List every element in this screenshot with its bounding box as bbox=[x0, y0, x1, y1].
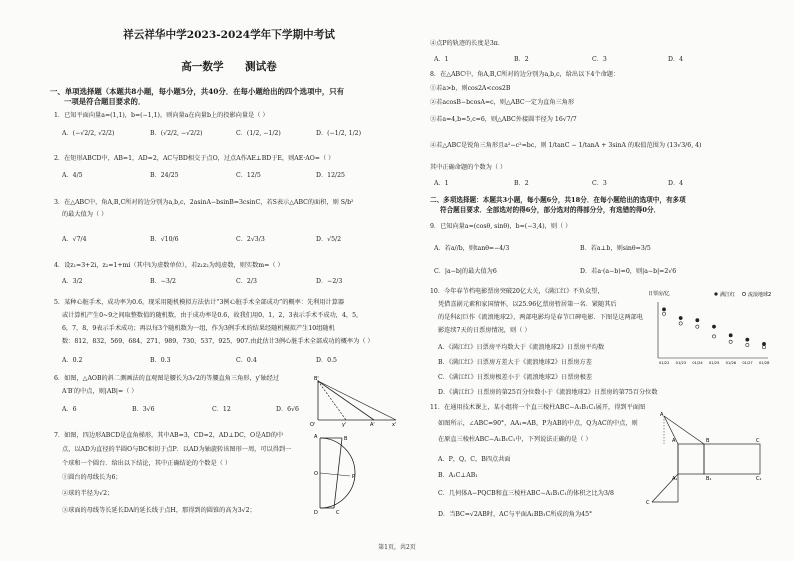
svg-text:x': x' bbox=[392, 422, 397, 427]
point-manjianghong bbox=[679, 316, 682, 319]
svg-text:B: B bbox=[344, 436, 348, 442]
q10-option-d: D．《满江红》日票房的第25百分位数小于《流浪地球2》日票房的第75百分位数 bbox=[438, 389, 658, 396]
q7-stem-line2: 点，以AD为直径的半圆O与BC相切于点P．以AD为轴旋转该图形一周，可以得到一 bbox=[62, 446, 292, 453]
section2-title-cont: 符合题目要求．全部选对的得6分，部分选对的得部分分，有选错的得0分． bbox=[440, 206, 661, 214]
svg-text:A₁: A₁ bbox=[672, 476, 678, 482]
svg-text:D: D bbox=[314, 510, 318, 516]
q9-option-a: A．若a//b，则tanθ=−4/3 bbox=[434, 245, 510, 252]
x-tick-label: 01/28 bbox=[759, 361, 770, 365]
q5-option-b: B．0.3 bbox=[150, 357, 171, 364]
point-liulangdiqiu2 bbox=[696, 325, 699, 328]
trapezoid-semicircle-figure bbox=[310, 432, 370, 516]
q1-option-d: D．(−1/2, 1/2) bbox=[316, 130, 362, 137]
q7-item-1: ①圆台的母线长为6； bbox=[62, 474, 122, 481]
q8-option-c: C．3 bbox=[592, 180, 607, 187]
q10-stem-line2: 凭借喜剧元素和家国情怀，以25.96亿票房暂居第一名．紧随其后 bbox=[438, 301, 617, 308]
svg-text:A': A' bbox=[370, 422, 375, 427]
q8-item-3 bbox=[430, 116, 577, 124]
q10-stem-line3: 的是科幻巨作《流浪地球2》，两部电影均是春节口碑电影．下图是这两部电 bbox=[438, 314, 644, 321]
svg-text:P: P bbox=[352, 474, 356, 480]
q10-stem-line4: 影连续7天的日票房情况，则（ ） bbox=[438, 327, 531, 334]
legend-label-2: 流浪地球2 bbox=[748, 292, 772, 298]
svg-text:y': y' bbox=[342, 422, 347, 427]
legend-marker-2 bbox=[742, 292, 745, 295]
q11-option-a: A．P，Q，C，B四点共面 bbox=[438, 456, 511, 463]
point-manjianghong bbox=[696, 319, 699, 322]
x-tick-label: 01/26 bbox=[725, 361, 737, 365]
q5-stem: 5．某种心脏手术，成功率为0.6，现采用随机模拟方法估计“3例心脏手术全部成功”的概率：先利用计算器 bbox=[54, 299, 345, 306]
svg-text:C: C bbox=[646, 500, 650, 506]
q8-option-b: B．2 bbox=[514, 180, 529, 187]
svg-text:O: O bbox=[314, 471, 318, 477]
q8-item-4-expr: 1/tanC − 1/tanA + 3sinA 的取值范围为 bbox=[548, 142, 666, 149]
q6-option-b: B．3√6 bbox=[132, 406, 155, 413]
q5-stem-line3: 6，7，8，9表示手术成功；再以每3个随机数为一组，作为3例手术的结果经随机模拟产生10组随机 bbox=[62, 325, 335, 332]
q5-option-a: A．0.2 bbox=[62, 357, 83, 364]
point-manjianghong bbox=[762, 342, 765, 345]
q6-stem: 6．如图，△AOB的斜二测画法的直观图是腰长为3√2的等腰直角三角形，y′轴经过 bbox=[54, 375, 280, 382]
q7-item-2: ②球的半径为√2； bbox=[62, 490, 114, 497]
q1-option-b: B．(√2/2, −√2/2) bbox=[150, 130, 203, 137]
q8-item-4-range: (13√3/6, 4) bbox=[667, 142, 702, 149]
section2-title: 二、多项选择题：本题共3小题，每小题6分，共18分．在每小题给出的选项中，有多项 bbox=[430, 196, 686, 204]
q5-stem-line4: 数：812，832，569，684，271，989，730，537，925，907.由此估计3例心脏手术全部成功的概率为（ ） bbox=[62, 338, 374, 345]
point-liulangdiqiu2 bbox=[762, 346, 765, 349]
q7-option-b: B．2 bbox=[514, 56, 529, 63]
q10-option-a: A．《满江红》日票房平均数大于《流浪地球2》日票房平均数 bbox=[438, 344, 605, 351]
paper-label: 测试卷 bbox=[245, 61, 277, 73]
q3-option-b: B．√10/6 bbox=[150, 236, 179, 243]
q2-option-c: C．12/5 bbox=[236, 172, 261, 179]
right-column bbox=[430, 0, 780, 561]
q6-option-c: C．12 bbox=[212, 406, 231, 413]
point-liulangdiqiu2 bbox=[746, 343, 749, 346]
section1-title-cont: 一项是符合题目要求的． bbox=[64, 97, 146, 106]
q3-option-d: D．√5/2 bbox=[316, 236, 342, 243]
svg-text:C₁: C₁ bbox=[756, 476, 762, 482]
svg-text:A: A bbox=[314, 434, 318, 440]
q8-item-4 bbox=[430, 142, 701, 150]
q4-stem: 4．设z₁=3+2i，z₂=1+mi（其中i为虚数单位），若z₁z₂为纯虚数，则实数m=（ ） bbox=[54, 262, 284, 269]
legend-label-1: 满江红 bbox=[720, 292, 736, 298]
section1-title: 一、单项选择题（本题共8小题，每小题5分，共40分．在每小题给出的四个选项中，只有 bbox=[50, 87, 345, 96]
svg-text:B₁: B₁ bbox=[706, 476, 712, 482]
prism-net-figure bbox=[638, 412, 778, 508]
point-manjianghong bbox=[729, 334, 732, 337]
q11-option-c: C．几何体A−PQCB和直三棱柱ABC−A₁B₁C₁的体积之比为3/8 bbox=[438, 490, 614, 497]
q9-option-d: D．若a·(a−b)=0，则|a−b|=2√6 bbox=[580, 268, 677, 275]
q8-item-1: ①若a>b，则cos2A<cos2B bbox=[430, 85, 511, 92]
q7-option-a: A．1 bbox=[434, 56, 449, 63]
q10-stem: 10．今年春节档电影票房突破20亿大关，《满江红》不负众望， bbox=[430, 288, 604, 295]
point-liulangdiqiu2 bbox=[729, 340, 732, 343]
q4-option-b: B．−3/2 bbox=[150, 278, 176, 285]
q3-stem-cont: 的最大值为（ ） bbox=[62, 211, 108, 218]
q4-option-c: C．2/3 bbox=[236, 278, 257, 285]
q5-stem-line2: 或计算机产生0~9之间取整数值的随机数，由于成功率是0.6，故我们用0，1，2，3表示手术不成功，4，5， bbox=[62, 312, 363, 319]
x-tick-label: 01/22 bbox=[659, 361, 670, 365]
q2-option-d: D．12/25 bbox=[316, 172, 345, 179]
q11-stem-line2: 如图所示，∠ABC=90°，AA₁=AB，P为AB的中点，Q为AC的中点，则 bbox=[438, 420, 638, 427]
q6-option-a: A．6 bbox=[62, 406, 77, 413]
q9-option-c: C．|a−b|的最大值为6 bbox=[434, 268, 497, 275]
x-tick-label: 01/25 bbox=[709, 361, 720, 365]
q8-tail: 其中正确命题的个数为（ ） bbox=[430, 164, 507, 171]
q1-stem: 1．已知平面向量a=(1,1)，b=(−1,1)，则向量a在向量b上的投影向量是（ ） bbox=[54, 112, 269, 119]
svg-text:O': O' bbox=[310, 422, 316, 427]
q8-option-a: A．1 bbox=[434, 180, 449, 187]
chart-ylabel: 日票房/亿 bbox=[648, 291, 670, 297]
q5-option-d: D．0.5 bbox=[316, 357, 337, 364]
svg-text:C: C bbox=[756, 438, 760, 444]
q7-item-3: ③球面的母线等长延长DA的延长线于点H，那得到的圆锥的高为3√2； bbox=[62, 507, 256, 514]
q4-option-a: A．3/2 bbox=[62, 278, 83, 285]
q7-stem: 7．如图，四边形ABCD是直角梯形，其中AB=3，CD=2，AD⊥DC，O是AD的中 bbox=[54, 432, 284, 439]
q8-stem: 8．在△ABC中，角A,B,C所对的边分别为a,b,c，给出以下4个命题： bbox=[430, 71, 620, 78]
q8-item-2: ②若acosB−bcosA=c，则△ABC一定为直角三角形 bbox=[430, 99, 575, 106]
q8-item-3-value: 16√7/7 bbox=[554, 116, 577, 123]
q7-stem-line3: 个球和一个圆台．给出以下结论，其中正确结论的个数是（ ） bbox=[62, 460, 232, 467]
chart-marks bbox=[659, 308, 770, 365]
q7-option-d: D．4 bbox=[668, 56, 684, 63]
q7-option-c: C．3 bbox=[592, 56, 607, 63]
q7-item-4: ④点P的轨迹的长度是3π． bbox=[430, 40, 505, 47]
q3-option-a: A．√7/4 bbox=[62, 236, 87, 243]
school-title: 祥云祥华中学2023-2024学年下学期中考试 bbox=[123, 29, 335, 41]
q6-option-d: D．6√6 bbox=[276, 406, 299, 413]
q10-option-c: C．《满江红》日票房极差小于《流浪地球2》日票房极差 bbox=[438, 374, 593, 381]
q10-option-b: B．《满江红》日票房方差大于《流浪地球2》日票房方差 bbox=[438, 359, 592, 366]
point-manjianghong bbox=[746, 338, 749, 341]
box-office-chart bbox=[644, 286, 774, 368]
point-liulangdiqiu2 bbox=[662, 312, 665, 315]
q8-option-d: D．4 bbox=[668, 180, 684, 187]
subject-label: 高一数学 bbox=[181, 61, 224, 73]
q1-option-a: A．(−√2/2, √2/2) bbox=[62, 130, 115, 137]
q6-stem-cont: A′B′的中点，则|AB|=（ ） bbox=[62, 388, 138, 395]
svg-text:A: A bbox=[660, 412, 664, 418]
point-manjianghong bbox=[662, 308, 665, 311]
left-column bbox=[40, 0, 418, 561]
svg-text:B: B bbox=[706, 438, 710, 444]
point-manjianghong bbox=[712, 325, 715, 328]
point-liulangdiqiu2 bbox=[712, 335, 715, 338]
q11-stem: 11．在通用技术课上，某小组将一个直三棱柱ABC−A₁B₁C₁展开，得到平面图 bbox=[430, 404, 646, 411]
x-tick-label: 01/24 bbox=[692, 361, 703, 365]
q11-option-b: B．A₁C⊥AB₁ bbox=[438, 472, 478, 479]
legend-marker-1 bbox=[714, 292, 717, 295]
q1-option-c: C．(1/2, −1/2) bbox=[236, 130, 281, 137]
q8-item-3-text: ③若a=4,b=5,c=6，则△ABC外接圆半径为 bbox=[430, 116, 553, 123]
q5-option-c: C．0.4 bbox=[236, 357, 257, 364]
svg-text:C: C bbox=[336, 510, 340, 516]
q3-stem: 3．在△ABC中，角A,B,C所对的边分别为a,b,c，2asinA−bsinB=3csinC，若S表示△ABC的面积，则 S/b² bbox=[54, 199, 354, 206]
q2-option-b: B．24/25 bbox=[150, 172, 179, 179]
page-footer: 第1页，共2页 bbox=[378, 544, 416, 551]
q9-stem: 9．已知向量a=(cosθ, sinθ)，b=(−3,4)，则（ ） bbox=[430, 223, 572, 230]
svg-text:B': B' bbox=[314, 376, 319, 382]
q9-option-b: B．若a⊥b，则sinθ=3/5 bbox=[580, 245, 651, 252]
q2-option-a: A．4/5 bbox=[62, 172, 83, 179]
paper-subtitle bbox=[40, 63, 418, 71]
q2-stem: 2．在矩形ABCD中，AB=1，AD=2，AC与BD相交于点O，过点A作AE⊥BD于E，则AE·AO=（ ） bbox=[54, 155, 335, 162]
q3-option-c: C．2√3/3 bbox=[236, 236, 265, 243]
q4-option-d: D．−2/3 bbox=[316, 278, 343, 285]
q8-item-4-cond: ④若△ABC是锐角三角形且a²−c²=bc，则 bbox=[430, 142, 547, 149]
svg-text:A: A bbox=[672, 438, 676, 444]
oblique-triangle-figure bbox=[308, 375, 400, 427]
x-tick-label: 01/23 bbox=[675, 361, 687, 365]
x-tick-label: 01/27 bbox=[742, 361, 753, 365]
point-liulangdiqiu2 bbox=[679, 322, 682, 325]
q11-option-d: D．当BC=√2AB时，AC与平面A₁BB₁C所成的角为45° bbox=[438, 511, 593, 518]
q11-stem-line3: 在原直三棱柱ABC−A₁B₁C₁中，下列说法正确的是（ ） bbox=[438, 436, 592, 443]
